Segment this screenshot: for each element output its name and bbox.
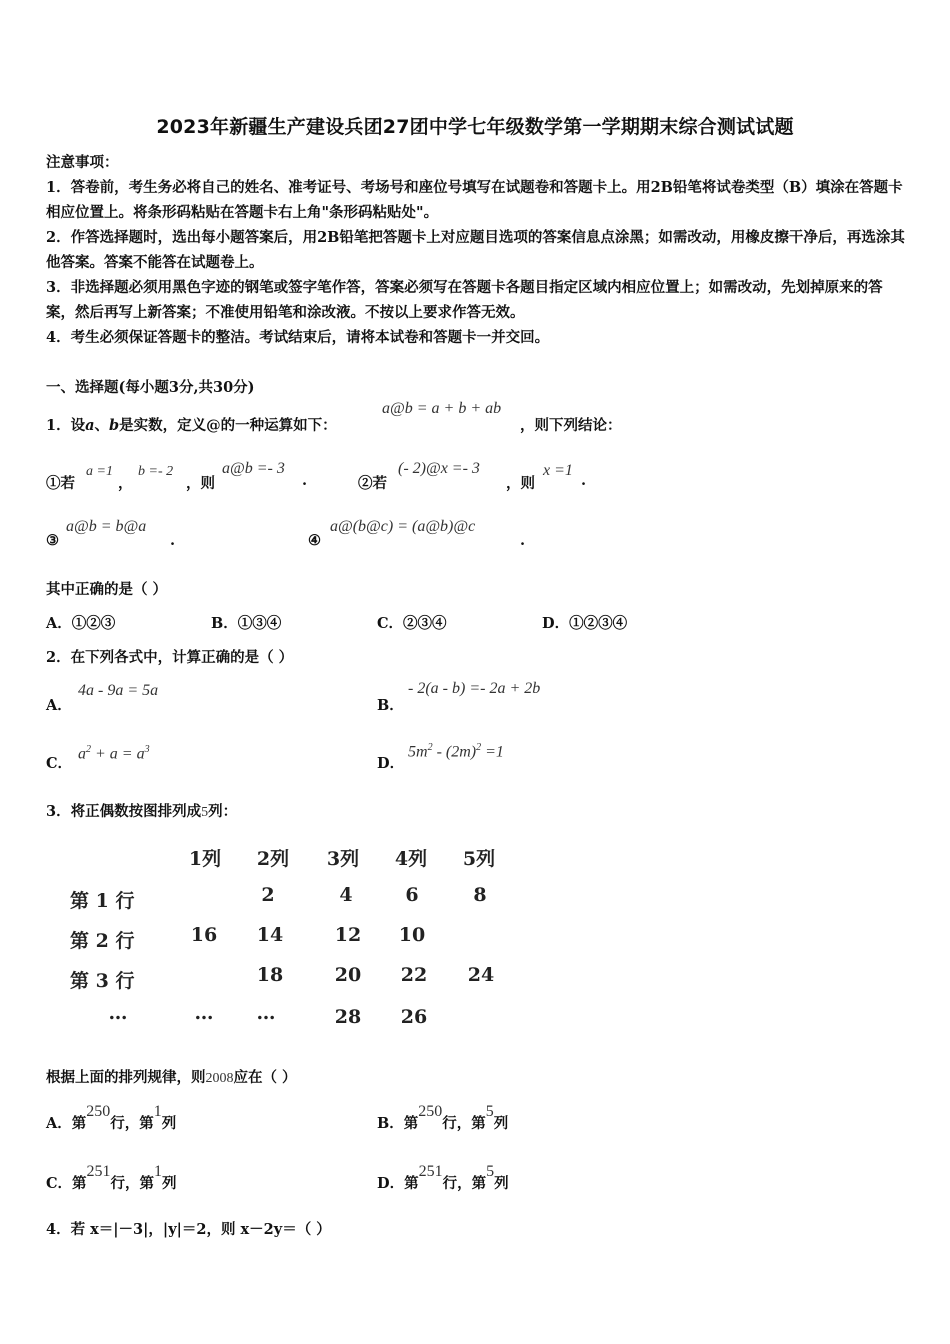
q1-s1-then: ，则 xyxy=(186,475,215,492)
q3-n: 5 xyxy=(201,805,209,820)
q3-a-row: 250 xyxy=(86,1103,111,1120)
q1-s3-prefix: ③ xyxy=(46,532,59,549)
q3-a-col: 1 xyxy=(153,1103,162,1120)
q1-formula: a@b = a + b + ab xyxy=(382,400,502,417)
q3-option-d xyxy=(377,1163,509,1193)
q3-d-label: D．第 xyxy=(377,1175,419,1192)
q2-option-a: 4a - 9a = 5a xyxy=(78,682,159,699)
notice-section xyxy=(46,150,908,350)
table-cell: 20 xyxy=(334,964,362,986)
page-title: 2023年新疆生产建设兵团27团中学七年级数学第一学期期末综合测试试题 xyxy=(156,116,794,138)
q3-d-end: 列 xyxy=(494,1175,509,1192)
q1-s4: a@(b@c) = (a@b)@c xyxy=(330,518,476,535)
q1-stem xyxy=(46,414,337,435)
notice-heading: 注意事项： xyxy=(46,154,119,171)
q2-c-exp2: 3 xyxy=(144,744,150,755)
table-row-label: 第 3 行 xyxy=(70,970,135,992)
q1-s2-cond: (- 2)@x =- 3 xyxy=(398,460,480,477)
q1-stem-c: ，则下列结论： xyxy=(520,417,622,434)
table-cell: 18 xyxy=(256,964,284,986)
q2-label-b: B． xyxy=(377,697,404,714)
table-header: 1列 xyxy=(188,848,222,870)
q1-ask: 其中正确的是（ ） xyxy=(46,581,168,598)
q2-d-mid: - (2m) xyxy=(432,743,477,761)
q3-option-b xyxy=(377,1103,509,1133)
q3-c-col: 1 xyxy=(154,1163,163,1180)
table-cell: 12 xyxy=(334,924,362,946)
q2-c-mid: + a = a xyxy=(91,745,145,763)
q3-option-c xyxy=(46,1163,177,1193)
q2-c-exp1: 2 xyxy=(86,744,91,755)
table-header: 2列 xyxy=(256,848,290,870)
q3-c-row: 251 xyxy=(86,1163,111,1180)
q3-b-row: 250 xyxy=(418,1103,443,1120)
q1-s2-end: . xyxy=(581,472,587,489)
q1-sep: 、 xyxy=(94,417,109,434)
table-cell: 14 xyxy=(256,924,284,946)
table-cell: 24 xyxy=(467,964,495,986)
q2-c-base: a xyxy=(78,745,86,763)
table-header: 4列 xyxy=(394,848,428,870)
q3-a-end: 列 xyxy=(161,1115,177,1132)
q2-label-d: D． xyxy=(377,755,405,772)
q2-d-exp2: 2 xyxy=(476,742,482,753)
notice-item: 4．考生必须保证答题卡的整洁。考试结束后，请将本试卷和答题卡一并交回。 xyxy=(46,329,550,346)
q3-b-label: B．第 xyxy=(377,1115,419,1132)
q1-var-b: b xyxy=(109,417,120,434)
q3-d-mid: 行，第 xyxy=(442,1175,487,1192)
q1-s2-result: x =1 xyxy=(543,462,573,479)
table-cell: 8 xyxy=(473,884,487,906)
table-row-label: … xyxy=(108,1002,128,1024)
table-cell: 28 xyxy=(334,1006,362,1028)
q2-d-exp1: 2 xyxy=(427,742,433,753)
table-cell: … xyxy=(194,1002,214,1024)
q1-s1-a: a =1 xyxy=(86,464,113,479)
q1-stem-a: 1．设 xyxy=(46,417,86,434)
table-cell: 26 xyxy=(400,1006,428,1028)
q1-s1-prefix: ①若 xyxy=(46,475,75,492)
q1-s4-prefix: ④ xyxy=(308,532,321,549)
q2-label-a: A． xyxy=(46,697,72,714)
q3-stem xyxy=(46,800,237,821)
q3-ask-a: 根据上面的排列规律，则 xyxy=(46,1069,206,1086)
q1-s1-result: a@b =- 3 xyxy=(222,460,285,477)
q3-stem-a: 3．将正偶数按图排列成 xyxy=(46,803,202,820)
q1-option-d: D．①②③④ xyxy=(542,615,628,632)
q1-option-a: A．①②③ xyxy=(46,615,116,632)
table-cell: 2 xyxy=(261,884,275,906)
q3-b-mid: 行，第 xyxy=(442,1115,486,1132)
q1-s1-comma: ， xyxy=(118,475,133,492)
q1-s2-prefix: ②若 xyxy=(358,475,387,492)
q1-s3-end: . xyxy=(170,532,176,549)
table-cell: 22 xyxy=(400,964,428,986)
q3-c-end: 列 xyxy=(162,1175,177,1192)
q1-s3: a@b = b@a xyxy=(66,518,147,535)
q3-d-row: 251 xyxy=(418,1163,443,1180)
q3-ask-b: 应在（ ） xyxy=(233,1069,297,1086)
q1-s4-end: . xyxy=(520,532,526,549)
notice-item: 1．答卷前，考生务必将自己的姓名、准考证号、考场号和座位号填写在试题卷和答题卡上。用2B铅笔将试卷类型（B）填涂在答题卡相应位置上。将条形码粘贴在答题卡右上角"条形码粘贴处"。 xyxy=(46,179,903,221)
section-heading: 一、选择题(每小题3分,共30分) xyxy=(46,379,255,396)
q1-option-b: B．①③④ xyxy=(211,615,282,632)
q2-option-c xyxy=(78,744,150,763)
q1-s1-end: . xyxy=(302,472,308,489)
table-cell: 16 xyxy=(190,924,218,946)
q1-s1-b: b =- 2 xyxy=(138,464,174,479)
q3-a-mid: 行，第 xyxy=(110,1115,154,1132)
q1-var-a: a xyxy=(85,417,95,434)
q2-option-d xyxy=(408,742,504,761)
q2-stem: 2．在下列各式中，计算正确的是（ ） xyxy=(46,649,294,666)
q2-d-pre: 5m xyxy=(408,743,428,761)
q3-d-col: 5 xyxy=(486,1163,495,1180)
q3-c-label: C．第 xyxy=(46,1175,87,1192)
q3-b-col: 5 xyxy=(485,1103,494,1120)
q2-label-c: C． xyxy=(46,755,73,772)
notice-item: 3．非选择题必须用黑色字迹的钢笔或签字笔作答，答案必须写在答题卡各题目指定区域内相应位置上；如需改动，先划掉原来的答案，然后再写上新答案；不准使用铅笔和涂改液。不按以上要求作答无效。 xyxy=(46,279,883,321)
q2-d-post: =1 xyxy=(481,743,504,761)
table-cell: 6 xyxy=(405,884,419,906)
notice-item: 2．作答选择题时，选出每小题答案后，用2B铅笔把答题卡上对应题目选项的答案信息点涂黑；如需改动，用橡皮擦干净后，再选涂其他答案。答案不能答在试题卷上。 xyxy=(46,229,905,271)
table-header: 5列 xyxy=(462,848,496,870)
q3-c-mid: 行，第 xyxy=(110,1175,155,1192)
q3-a-label: A．第 xyxy=(46,1115,87,1132)
table-header: 3列 xyxy=(326,848,360,870)
q3-stem-b: 列： xyxy=(208,803,238,820)
table-cell: … xyxy=(256,1002,276,1024)
q3-option-a xyxy=(46,1103,177,1133)
table-cell: 4 xyxy=(339,884,353,906)
q2-option-b: - 2(a - b) =- 2a + 2b xyxy=(408,680,541,697)
q3-ask xyxy=(46,1066,297,1087)
q3-num: 2008 xyxy=(205,1071,234,1086)
q1-s2-then: ，则 xyxy=(506,475,535,492)
table-row-label: 第 1 行 xyxy=(70,890,135,912)
q3-b-end: 列 xyxy=(493,1115,509,1132)
table-row-label: 第 2 行 xyxy=(70,930,135,952)
q4-stem: 4．若 x＝|－3|，|y|＝2，则 x－2y＝（ ） xyxy=(46,1221,331,1238)
table-cell: 10 xyxy=(398,924,426,946)
even-number-table xyxy=(60,838,530,1038)
q1-stem-b: 是实数，定义@的一种运算如下： xyxy=(119,417,337,434)
q1-option-c: C．②③④ xyxy=(377,615,447,632)
